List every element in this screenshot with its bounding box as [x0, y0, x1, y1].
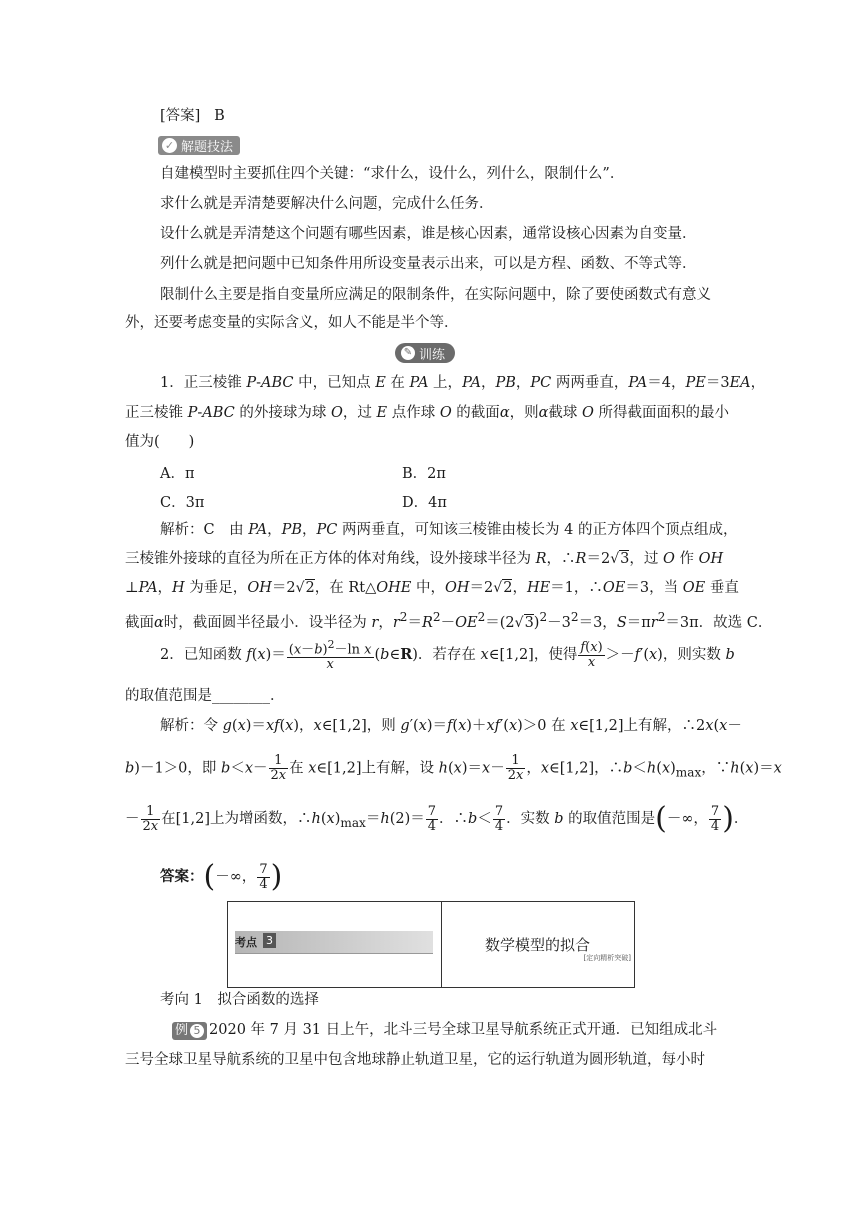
q1-solution-line-3: ⊥PA，H 为垂足，OH＝2√2，在 Rt△OHE 中，OH＝2√2，HE＝1，∴OE＝3，当 OE 垂直: [125, 580, 739, 596]
tip-line-4: 列什么就是把问题中已知条件用所设变量表示出来，可以是方程、函数、不等式等．: [160, 256, 697, 272]
example-badge: 例 5: [172, 1022, 207, 1040]
q2-answer-line: 答案：(－∞， $\frac{7}{4}$ ): [160, 859, 283, 894]
answer-value: B: [214, 108, 225, 124]
tips-badge: [158, 136, 240, 155]
q1-solution-line-2: 三棱锥外接球的直径为所在正方体的体对角线，设外接球半径为 R，∴R＝2√3，过 O 作 OH: [125, 551, 724, 567]
train-badge-label: 训练: [419, 347, 446, 363]
section-title: 数学模型的拟合: [484, 936, 590, 954]
check-icon: ✓: [162, 138, 177, 153]
kaodian-banner: [235, 931, 433, 954]
kaodian-subtitle: [定向精析突破]: [583, 954, 631, 962]
tip-line-6: 外，还要考虑变量的实际含义，如人不能是半个等．: [125, 315, 459, 331]
answer-line: [160, 106, 225, 126]
example-line-2: 三号全球卫星导航系统的卫星中包含地球静止轨道卫星，它的运行轨道为圆形轨道，每小时: [125, 1052, 705, 1068]
train-badge: [395, 343, 455, 363]
q1-option-b: B．2π: [402, 466, 446, 482]
q1-solution-line-4: 截面α时，截面圆半径最小．设半径为 r，$r^2=R^2-OE^2=(2√3)^2-3^2=3$，$S=\pi r^2=3\pi$．故选 C．: [125, 610, 773, 631]
tip-line-2: 求什么就是弄清楚要解决什么问题，完成什么任务．: [160, 196, 494, 212]
section-header-table: [227, 901, 635, 988]
kaoxiang-heading: 考向 1 拟合函数的选择: [160, 992, 319, 1008]
q1-line-1: 1．正三棱锥 P-ABC 中，已知点 E 在 PA 上，PA，PB，PC 两两垂直，PA＝4，PE＝3EA，: [160, 375, 766, 391]
q1-option-d: D．4π: [402, 495, 447, 511]
kaodian-number: 3: [263, 933, 276, 948]
kaodian-label: 考点: [235, 936, 257, 949]
q1-line-3: 值为( ): [125, 434, 195, 450]
q2-solution-line-3: － $\frac{1}{2x}$ 在[1,2]上为增函数，$\therefore h(x)_{max}=h(2)=$ $\frac{7}{4}$ ．∴b＜ $\frac{7}{4}$ ．实数 b 的取值范围是(－∞， $\frac{7}{4}$ )．: [125, 801, 749, 836]
pencil-icon: ✎: [401, 346, 415, 360]
example-line-1: [172, 1020, 717, 1040]
q1-solution-line-1: 解析：C 由 PA，PB，PC 两两垂直，可知该三棱锥由棱长为 4 的正方体四个顶点组成，: [160, 522, 738, 538]
tips-badge-label: 解题技法: [181, 140, 234, 155]
tip-line-1: 自建模型时主要抓住四个关键：“求什么，设什么，列什么，限制什么”．: [160, 166, 625, 182]
q2-line-2: 的取值范围是________．: [125, 688, 285, 704]
example-text-1: 2020 年 7 月 31 日上午，北斗三号全球卫星导航系统正式开通．已知组成北斗: [209, 1022, 718, 1038]
q1-line-2: 正三棱锥 P-ABC 的外接球为球 O，过 E 点作球 O 的截面α，则α截球 O 所得截面面积的最小: [125, 405, 730, 421]
q1-option-c: C．3π: [160, 495, 205, 511]
q1-option-a: A．π: [160, 466, 195, 482]
q2-line-1: 2．已知函数 f(x)＝ $\frac{(x-b)^2-\ln x}{x}$ (b∈R)．若存在 x∈[1,2]，使得 $\frac{f(x)}{x}$ ＞－f′(x)，则实数 b: [160, 638, 735, 673]
tip-line-5: 限制什么主要是指自变量所应满足的限制条件，在实际问题中，除了要使函数式有意义: [160, 287, 711, 303]
answer-label: [答案]: [160, 108, 201, 124]
q2-solution-line-1: 解析：令 g(x)＝xf(x)，x∈[1,2]，则 g′(x)＝f(x)＋xf′(x)＞0 在 x∈[1,2]上有解，∴2x(x－: [160, 718, 742, 734]
q2-answer-label: 答案：: [160, 868, 204, 885]
tip-line-3: 设什么就是弄清楚这个问题有哪些因素，谁是核心因素，通常设核心因素为自变量．: [160, 226, 697, 242]
q2-solution-line-2: b)－1＞0，即 b＜x－ $\frac{1}{2x}$ 在 x∈[1,2]上有解，设 h(x)＝x－ $\frac{1}{2x}$ ，x∈[1,2]，$\therefore b<h(x)_{max}$，∵h(x)＝x: [125, 753, 782, 783]
